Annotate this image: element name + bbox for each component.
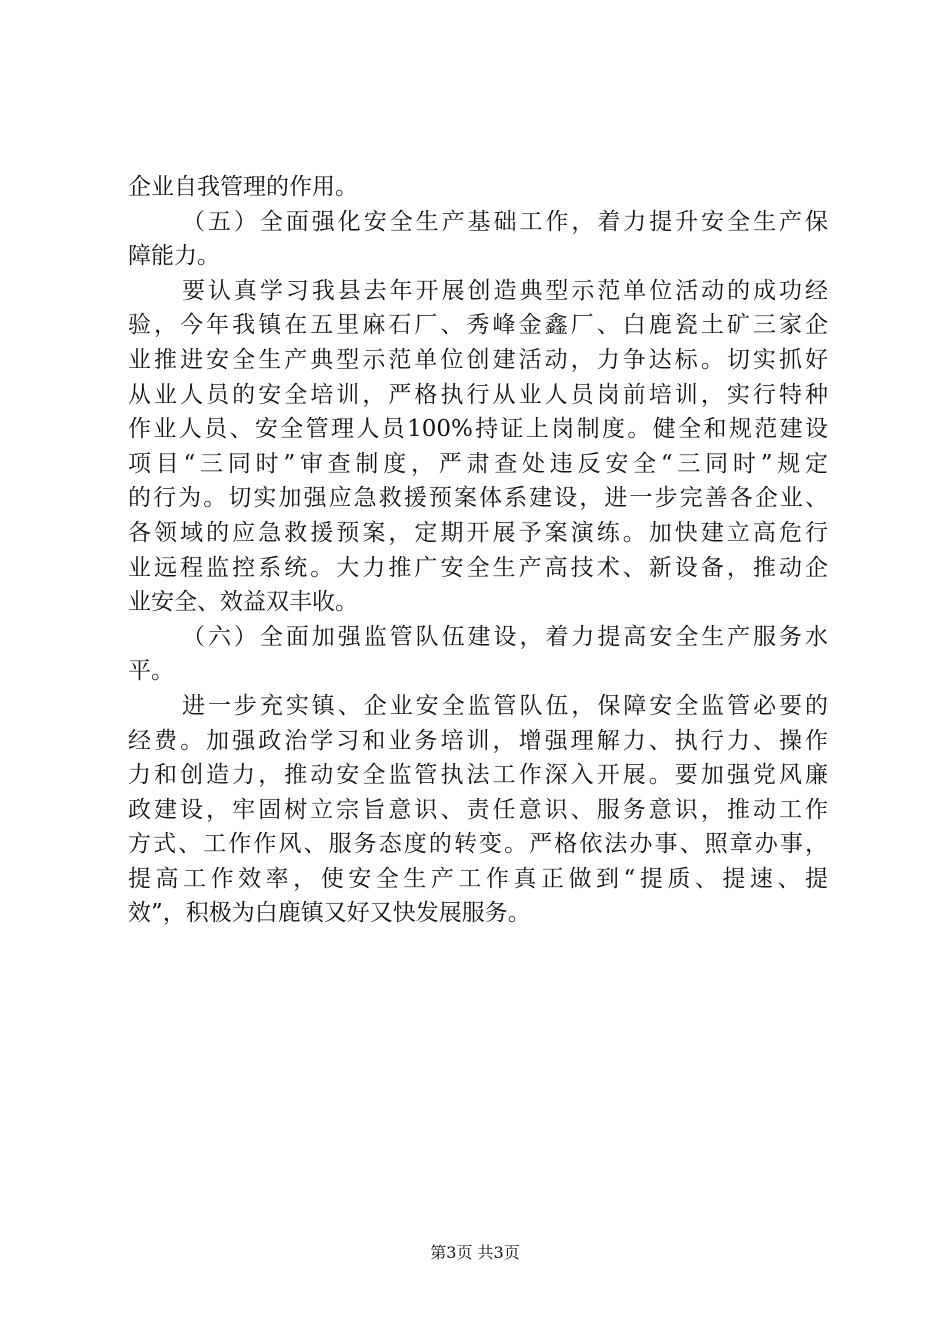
text-line: 企业自我管理的作用。 bbox=[128, 174, 358, 200]
text-line: 的行为。切实加强应急救援预案体系建设，进一步完善各企业、 bbox=[128, 485, 828, 512]
text-line: 业远程监控系统。大力推广安全生产高技术、新设备，推动企 bbox=[128, 554, 828, 581]
text-line: 经费。加强政治学习和业务培训，增强理解力、执行力、操作 bbox=[128, 727, 828, 754]
page-footer: 第3页 共3页 bbox=[430, 1243, 520, 1262]
text-line: 各领域的应急救援预案，定期开展予案演练。加快建立高危行 bbox=[128, 519, 828, 546]
section-heading-five: （五）全面强化安全生产基础工作，着力提升安全生产保 bbox=[182, 208, 828, 235]
text-line: 业安全、效益双丰收。 bbox=[128, 589, 358, 616]
text-line: 作业人员、安全管理人员100%持证上岗制度。健全和规范建设 bbox=[128, 416, 828, 443]
text-line: 方式、工作作风、服务态度的转变。严格依法办事、照章办事， bbox=[128, 831, 828, 858]
document-body bbox=[128, 170, 828, 931]
text-line: 政建设，牢固树立宗旨意识、责任意识、服务意识，推动工作 bbox=[128, 796, 828, 823]
text-line: 从业人员的安全培训，严格执行从业人员岗前培训，实行特种 bbox=[128, 381, 828, 408]
text-line: 提高工作效率，使安全生产工作真正做到“提质、提速、提 bbox=[128, 865, 828, 892]
section-heading-five-cont: 障能力。 bbox=[128, 243, 220, 270]
text-line: 进一步充实镇、企业安全监管队伍，保障安全监管必要的 bbox=[182, 692, 828, 719]
text-line: 力和创造力，推动安全监管执法工作深入开展。要加强党风廉 bbox=[128, 762, 828, 789]
section-heading-six-cont: 平。 bbox=[128, 658, 174, 685]
text-line: 项目“三同时”审查制度，严肃查处违反安全“三同时”规定 bbox=[128, 450, 828, 477]
text-line: 业推进安全生产典型示范单位创建活动，力争达标。切实抓好 bbox=[128, 346, 828, 373]
text-line: 验，今年我镇在五里麻石厂、秀峰金鑫厂、白鹿瓷土矿三家企 bbox=[128, 312, 828, 339]
text-line: 要认真学习我县去年开展创造典型示范单位活动的成功经 bbox=[182, 277, 828, 304]
section-heading-six: （六）全面加强监管队伍建设，着力提高安全生产服务水 bbox=[182, 623, 828, 650]
text-line: 效”，积极为白鹿镇又好又快发展服务。 bbox=[128, 900, 531, 927]
